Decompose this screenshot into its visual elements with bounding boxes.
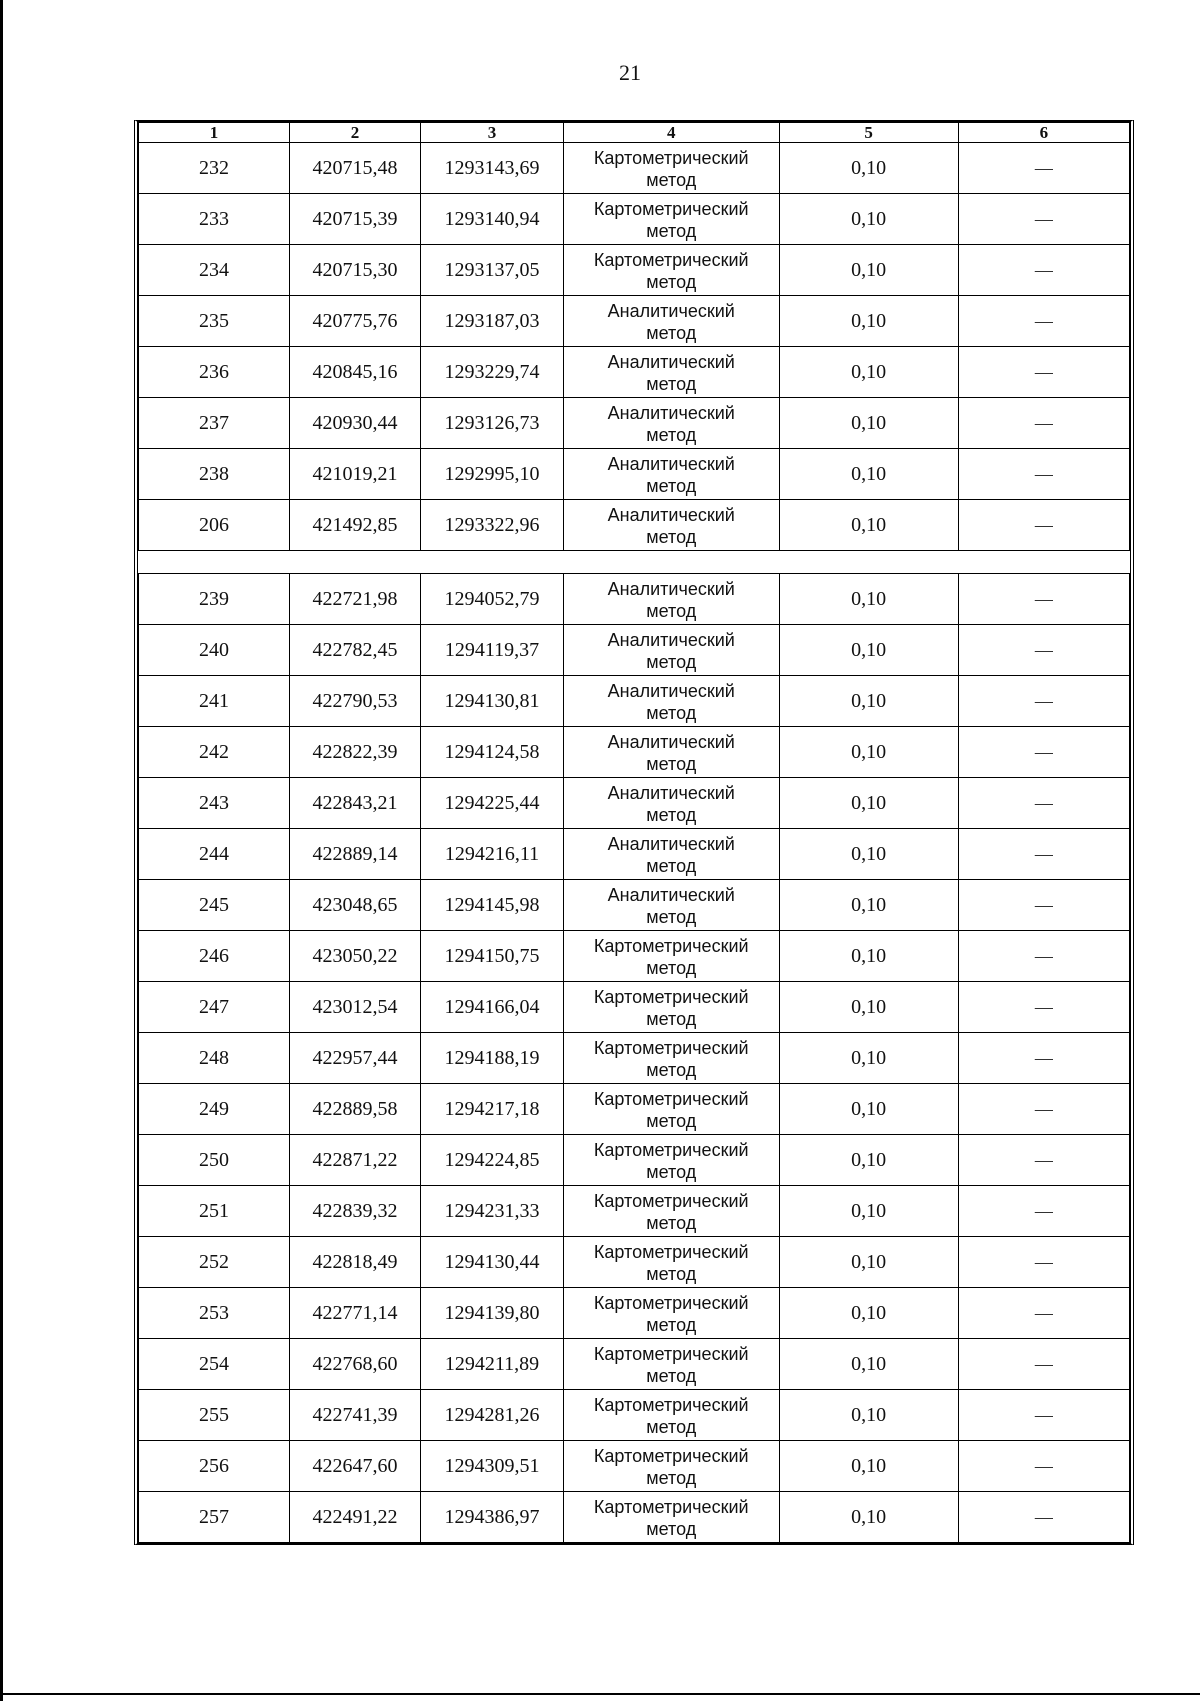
column-header-2: 2 [290, 123, 421, 143]
accuracy-cell: 0,10 [779, 778, 958, 829]
table-row [139, 1186, 1130, 1237]
method-cell [563, 1084, 779, 1135]
note-cell: — [958, 1492, 1129, 1543]
method-cell [563, 676, 779, 727]
method-name: Картометрический [593, 1497, 749, 1517]
x-coordinate-cell: 422647,60 [290, 1441, 421, 1492]
y-coordinate-cell: 1293187,03 [420, 296, 563, 347]
accuracy-cell: 0,10 [779, 1492, 958, 1543]
table-row [139, 931, 1130, 982]
method-word: метод [646, 221, 697, 241]
x-coordinate-cell: 422721,98 [290, 574, 421, 625]
point-cell: 244 [139, 829, 290, 880]
note-cell: — [958, 1084, 1129, 1135]
method-word: метод [646, 425, 697, 445]
note-cell: — [958, 727, 1129, 778]
method-cell [563, 296, 779, 347]
note-cell: — [958, 398, 1129, 449]
method-cell [563, 143, 779, 194]
x-coordinate-cell: 420715,30 [290, 245, 421, 296]
accuracy-cell: 0,10 [779, 1237, 958, 1288]
method-name: Аналитический [607, 505, 735, 525]
method-name: Аналитический [607, 885, 735, 905]
accuracy-cell: 0,10 [779, 398, 958, 449]
x-coordinate-cell: 422782,45 [290, 625, 421, 676]
method-cell [563, 1186, 779, 1237]
accuracy-cell: 0,10 [779, 1390, 958, 1441]
y-coordinate-cell: 1293140,94 [420, 194, 563, 245]
x-coordinate-cell: 422491,22 [290, 1492, 421, 1543]
x-coordinate-cell: 422818,49 [290, 1237, 421, 1288]
method-cell [563, 574, 779, 625]
accuracy-cell: 0,10 [779, 1186, 958, 1237]
scan-edge-left [0, 0, 3, 1701]
accuracy-cell: 0,10 [779, 676, 958, 727]
column-header-1: 1 [139, 123, 290, 143]
y-coordinate-cell: 1294216,11 [420, 829, 563, 880]
accuracy-cell: 0,10 [779, 982, 958, 1033]
method-word: метод [646, 374, 697, 394]
point-cell: 254 [139, 1339, 290, 1390]
table-row [139, 778, 1130, 829]
table-row [139, 625, 1130, 676]
method-word: метод [646, 907, 697, 927]
x-coordinate-cell: 422843,21 [290, 778, 421, 829]
x-coordinate-cell: 421019,21 [290, 449, 421, 500]
accuracy-cell: 0,10 [779, 500, 958, 551]
accuracy-cell: 0,10 [779, 347, 958, 398]
point-cell: 247 [139, 982, 290, 1033]
note-cell: — [958, 574, 1129, 625]
accuracy-cell: 0,10 [779, 1135, 958, 1186]
method-word: метод [646, 601, 697, 621]
accuracy-cell: 0,10 [779, 449, 958, 500]
method-word: метод [646, 1060, 697, 1080]
table-row [139, 449, 1130, 500]
table-body [139, 123, 1130, 1543]
note-cell: — [958, 194, 1129, 245]
y-coordinate-cell: 1294224,85 [420, 1135, 563, 1186]
method-name: Аналитический [607, 732, 735, 752]
y-coordinate-cell: 1294130,44 [420, 1237, 563, 1288]
x-coordinate-cell: 422790,53 [290, 676, 421, 727]
point-cell: 253 [139, 1288, 290, 1339]
method-word: метод [646, 856, 697, 876]
accuracy-cell: 0,10 [779, 1339, 958, 1390]
method-cell [563, 449, 779, 500]
y-coordinate-cell: 1294145,98 [420, 880, 563, 931]
note-cell: — [958, 880, 1129, 931]
method-cell [563, 982, 779, 1033]
y-coordinate-cell: 1294166,04 [420, 982, 563, 1033]
table-row [139, 727, 1130, 778]
method-name: Аналитический [607, 579, 735, 599]
x-coordinate-cell: 422839,32 [290, 1186, 421, 1237]
note-cell: — [958, 676, 1129, 727]
y-coordinate-cell: 1293126,73 [420, 398, 563, 449]
accuracy-cell: 0,10 [779, 245, 958, 296]
x-coordinate-cell: 421492,85 [290, 500, 421, 551]
note-cell: — [958, 245, 1129, 296]
table-row [139, 1288, 1130, 1339]
x-coordinate-cell: 422889,58 [290, 1084, 421, 1135]
point-cell: 257 [139, 1492, 290, 1543]
method-cell [563, 1441, 779, 1492]
y-coordinate-cell: 1293229,74 [420, 347, 563, 398]
y-coordinate-cell: 1294281,26 [420, 1390, 563, 1441]
method-cell [563, 727, 779, 778]
point-cell: 233 [139, 194, 290, 245]
table-row [139, 1135, 1130, 1186]
note-cell: — [958, 829, 1129, 880]
method-cell [563, 1339, 779, 1390]
table-row [139, 1033, 1130, 1084]
accuracy-cell: 0,10 [779, 143, 958, 194]
y-coordinate-cell: 1294052,79 [420, 574, 563, 625]
method-word: метод [646, 272, 697, 292]
method-name: Картометрический [593, 1242, 749, 1262]
method-cell [563, 245, 779, 296]
method-word: метод [646, 1111, 697, 1131]
method-name: Картометрический [593, 936, 749, 956]
note-cell: — [958, 625, 1129, 676]
x-coordinate-cell: 422822,39 [290, 727, 421, 778]
method-word: метод [646, 703, 697, 723]
method-word: метод [646, 652, 697, 672]
method-cell [563, 829, 779, 880]
table-row [139, 880, 1130, 931]
method-word: метод [646, 1264, 697, 1284]
point-cell: 232 [139, 143, 290, 194]
method-cell [563, 625, 779, 676]
point-cell: 250 [139, 1135, 290, 1186]
x-coordinate-cell: 423050,22 [290, 931, 421, 982]
y-coordinate-cell: 1294130,81 [420, 676, 563, 727]
table-row [139, 1084, 1130, 1135]
accuracy-cell: 0,10 [779, 931, 958, 982]
method-word: метод [646, 1162, 697, 1182]
table-row [139, 1492, 1130, 1543]
note-cell: — [958, 1288, 1129, 1339]
column-header-3: 3 [420, 123, 563, 143]
point-cell: 235 [139, 296, 290, 347]
table-row [139, 347, 1130, 398]
method-name: Аналитический [607, 834, 735, 854]
point-cell: 234 [139, 245, 290, 296]
point-cell: 242 [139, 727, 290, 778]
method-word: метод [646, 476, 697, 496]
note-cell: — [958, 1441, 1129, 1492]
x-coordinate-cell: 422768,60 [290, 1339, 421, 1390]
x-coordinate-cell: 422741,39 [290, 1390, 421, 1441]
note-cell: — [958, 143, 1129, 194]
x-coordinate-cell: 423012,54 [290, 982, 421, 1033]
method-cell [563, 1390, 779, 1441]
method-name: Аналитический [607, 352, 735, 372]
method-word: метод [646, 1519, 697, 1539]
method-cell [563, 778, 779, 829]
table-row [139, 1237, 1130, 1288]
method-name: Картометрический [593, 1395, 749, 1415]
table-row [139, 500, 1130, 551]
method-cell [563, 931, 779, 982]
method-word: метод [646, 323, 697, 343]
y-coordinate-cell: 1293322,96 [420, 500, 563, 551]
x-coordinate-cell: 422871,22 [290, 1135, 421, 1186]
x-coordinate-cell: 422771,14 [290, 1288, 421, 1339]
y-coordinate-cell: 1294188,19 [420, 1033, 563, 1084]
method-word: метод [646, 1366, 697, 1386]
point-cell: 248 [139, 1033, 290, 1084]
y-coordinate-cell: 1294231,33 [420, 1186, 563, 1237]
point-cell: 256 [139, 1441, 290, 1492]
coordinates-table [138, 122, 1130, 1543]
method-cell [563, 1135, 779, 1186]
method-word: метод [646, 754, 697, 774]
note-cell: — [958, 449, 1129, 500]
note-cell: — [958, 931, 1129, 982]
page-number: 21 [619, 60, 641, 85]
point-cell: 255 [139, 1390, 290, 1441]
point-cell: 238 [139, 449, 290, 500]
section-separator-row [139, 551, 1130, 574]
note-cell: — [958, 1033, 1129, 1084]
table-row [139, 676, 1130, 727]
method-cell [563, 347, 779, 398]
method-name: Картометрический [593, 1038, 749, 1058]
method-name: Картометрический [593, 1089, 749, 1109]
method-word: метод [646, 1213, 697, 1233]
accuracy-cell: 0,10 [779, 1033, 958, 1084]
method-word: метод [646, 1468, 697, 1488]
table-row [139, 398, 1130, 449]
note-cell: — [958, 1390, 1129, 1441]
point-cell: 249 [139, 1084, 290, 1135]
y-coordinate-cell: 1293137,05 [420, 245, 563, 296]
point-cell: 237 [139, 398, 290, 449]
accuracy-cell: 0,10 [779, 296, 958, 347]
column-header-4: 4 [563, 123, 779, 143]
y-coordinate-cell: 1293143,69 [420, 143, 563, 194]
note-cell: — [958, 1135, 1129, 1186]
x-coordinate-cell: 423048,65 [290, 880, 421, 931]
note-cell: — [958, 1186, 1129, 1237]
method-name: Аналитический [607, 783, 735, 803]
scan-edge-bottom [0, 1693, 1200, 1695]
method-name: Картометрический [593, 199, 749, 219]
column-header-5: 5 [779, 123, 958, 143]
note-cell: — [958, 347, 1129, 398]
method-word: метод [646, 1315, 697, 1335]
x-coordinate-cell: 420845,16 [290, 347, 421, 398]
method-cell [563, 880, 779, 931]
method-cell [563, 398, 779, 449]
accuracy-cell: 0,10 [779, 829, 958, 880]
note-cell: — [958, 296, 1129, 347]
header-row [139, 123, 1130, 143]
method-cell [563, 1288, 779, 1339]
table-row [139, 982, 1130, 1033]
column-header-6: 6 [958, 123, 1129, 143]
point-cell: 240 [139, 625, 290, 676]
y-coordinate-cell: 1294309,51 [420, 1441, 563, 1492]
accuracy-cell: 0,10 [779, 194, 958, 245]
y-coordinate-cell: 1294386,97 [420, 1492, 563, 1543]
method-word: метод [646, 958, 697, 978]
method-name: Картометрический [593, 1140, 749, 1160]
point-cell: 206 [139, 500, 290, 551]
coordinates-table-wrapper [134, 120, 1134, 1545]
note-cell: — [958, 1339, 1129, 1390]
method-cell [563, 194, 779, 245]
table-row [139, 143, 1130, 194]
y-coordinate-cell: 1294150,75 [420, 931, 563, 982]
accuracy-cell: 0,10 [779, 1288, 958, 1339]
table-row [139, 1441, 1130, 1492]
method-cell [563, 1237, 779, 1288]
method-name: Картометрический [593, 1344, 749, 1364]
point-cell: 251 [139, 1186, 290, 1237]
table-row [139, 296, 1130, 347]
method-word: метод [646, 527, 697, 547]
accuracy-cell: 0,10 [779, 880, 958, 931]
x-coordinate-cell: 420715,39 [290, 194, 421, 245]
note-cell: — [958, 500, 1129, 551]
method-word: метод [646, 1009, 697, 1029]
accuracy-cell: 0,10 [779, 727, 958, 778]
x-coordinate-cell: 420775,76 [290, 296, 421, 347]
method-name: Картометрический [593, 1446, 749, 1466]
x-coordinate-cell: 420715,48 [290, 143, 421, 194]
y-coordinate-cell: 1292995,10 [420, 449, 563, 500]
method-cell [563, 500, 779, 551]
method-name: Картометрический [593, 148, 749, 168]
method-name: Аналитический [607, 681, 735, 701]
method-cell [563, 1033, 779, 1084]
point-cell: 245 [139, 880, 290, 931]
method-name: Аналитический [607, 403, 735, 423]
method-word: метод [646, 1417, 697, 1437]
table-row [139, 1390, 1130, 1441]
method-cell [563, 1492, 779, 1543]
method-name: Картометрический [593, 987, 749, 1007]
point-cell: 239 [139, 574, 290, 625]
y-coordinate-cell: 1294217,18 [420, 1084, 563, 1135]
method-word: метод [646, 170, 697, 190]
point-cell: 246 [139, 931, 290, 982]
y-coordinate-cell: 1294124,58 [420, 727, 563, 778]
method-name: Картометрический [593, 1191, 749, 1211]
method-name: Аналитический [607, 301, 735, 321]
table-row [139, 574, 1130, 625]
accuracy-cell: 0,10 [779, 625, 958, 676]
table-row [139, 1339, 1130, 1390]
point-cell: 241 [139, 676, 290, 727]
note-cell: — [958, 778, 1129, 829]
y-coordinate-cell: 1294139,80 [420, 1288, 563, 1339]
point-cell: 243 [139, 778, 290, 829]
table-row [139, 245, 1130, 296]
x-coordinate-cell: 422957,44 [290, 1033, 421, 1084]
accuracy-cell: 0,10 [779, 1084, 958, 1135]
table-row [139, 829, 1130, 880]
method-name: Картометрический [593, 1293, 749, 1313]
y-coordinate-cell: 1294119,37 [420, 625, 563, 676]
method-word: метод [646, 805, 697, 825]
method-name: Аналитический [607, 630, 735, 650]
point-cell: 252 [139, 1237, 290, 1288]
accuracy-cell: 0,10 [779, 1441, 958, 1492]
section-separator-cell [139, 551, 1130, 574]
note-cell: — [958, 982, 1129, 1033]
point-cell: 236 [139, 347, 290, 398]
table-row [139, 194, 1130, 245]
method-name: Картометрический [593, 250, 749, 270]
method-name: Аналитический [607, 454, 735, 474]
y-coordinate-cell: 1294211,89 [420, 1339, 563, 1390]
x-coordinate-cell: 420930,44 [290, 398, 421, 449]
note-cell: — [958, 1237, 1129, 1288]
accuracy-cell: 0,10 [779, 574, 958, 625]
y-coordinate-cell: 1294225,44 [420, 778, 563, 829]
x-coordinate-cell: 422889,14 [290, 829, 421, 880]
